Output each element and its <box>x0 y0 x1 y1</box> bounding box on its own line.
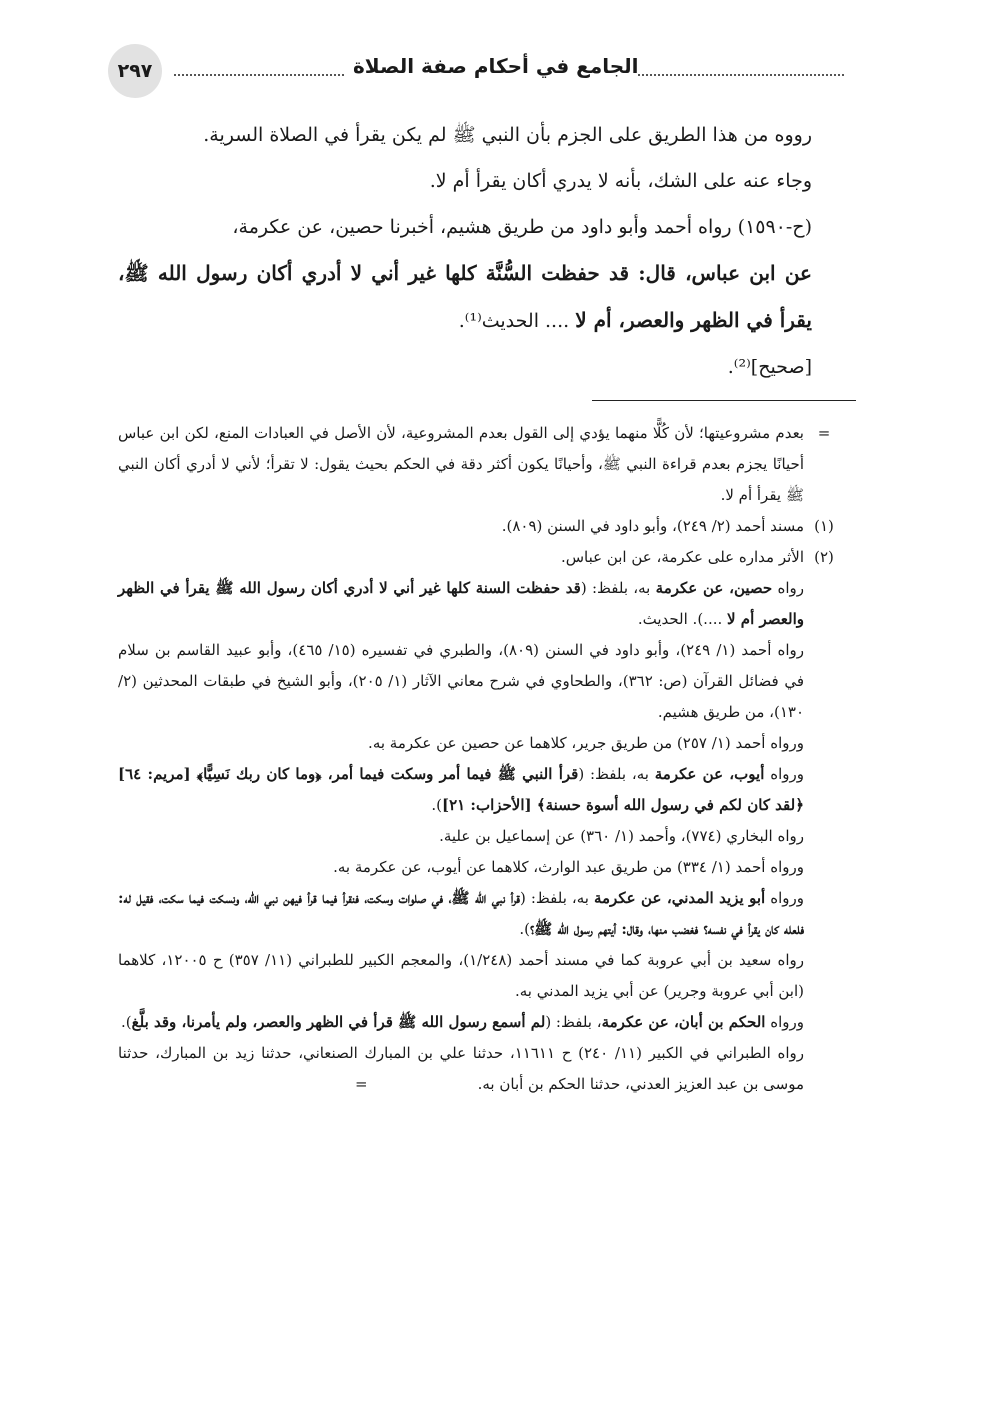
hadith-text-bold: عن ابن عباس، قال: قد حفظت السُّنَّة كلها غير أني لا أدري أكان رسول الله ﷺ، يقرأ في الظهر والعصر، أم لا <box>118 261 812 332</box>
hadith-grade: [صحيح]⁽²⁾. <box>727 356 812 378</box>
text: ....). الحديث. <box>637 610 728 628</box>
text: ). <box>121 1013 132 1031</box>
hadith-text-tail: .... الحديث⁽¹⁾. <box>458 310 576 332</box>
footnote-separator <box>592 400 856 401</box>
footnote-2-mark: (٢) <box>814 548 834 566</box>
page-number: ٢٩٧ <box>108 44 162 98</box>
header-dotted-rule-right <box>638 74 844 76</box>
footnotes <box>118 418 840 1100</box>
footnote-1 <box>118 511 840 542</box>
main-text <box>118 112 812 390</box>
quote: قرأ النبي ﷺ فيما أمر وسكت فيما أمر، ﴿وما كان ربك نَسِيًّا﴾ [مريم: ٦٤] ﴿لقد كان لكم في رسول الله أسوة حسنة﴾ [الأحزاب: ٢١] <box>118 765 804 814</box>
text: به، بلفظ: ( <box>580 579 656 597</box>
hadith-text <box>118 250 812 344</box>
footnote-line-2: رواه أحمد (١/ ٢٤٩)، وأبو داود في السنن (٨٠٩)، والطبري في تفسيره (١٥/ ٤٦٥)، وأبو عبيد القاسم بن سلام في فضائل القرآن (ص: ٣٦٢)، والطحاوي في شرح معاني الآثار (١/ ٢٠٥)، وأبو الشيخ في طبقات المحدثين (٢/ ١٣٠)، من طريق هشيم. <box>118 641 804 721</box>
main-paragraph-2: وجاء عنه على الشك، بأنه لا يدري أكان يقرأ أم لا. <box>429 170 812 192</box>
running-title: الجامع في أحكام صفة الصلاة <box>353 54 639 78</box>
text: ورواه <box>765 889 804 907</box>
continuation-mark-end: = <box>355 1075 368 1093</box>
text: ). <box>519 920 530 938</box>
footnote-line-3: ورواه أحمد (١/ ٢٥٧) من طريق جرير، كلاهما عن حصين عن عكرمة به. <box>368 734 804 752</box>
main-paragraph-1: رووه من هذا الطريق على الجزم بأن النبي ﷺ لم يكن يقرأ في الصلاة السرية. <box>203 124 812 146</box>
page-header <box>108 44 848 100</box>
narrator: الحكم بن أبان، عن عكرمة <box>601 1013 766 1031</box>
footnote-line-4 <box>118 759 840 821</box>
narrator: حصين، عن عكرمة <box>655 579 773 597</box>
quote: قد حفظت السنة كلها غير أني لا أدري أكان رسول الله ﷺ يقرأ في الظهر والعصر أم لا <box>118 579 804 628</box>
footnote-line-5: رواه البخاري (٧٧٤)، وأحمد (١/ ٣٦٠) عن إسماعيل بن علية. <box>439 827 804 845</box>
quote: لم أسمع رسول الله ﷺ قرأ في الظهر والعصر، ولم يأمرنا، وقد بلَّغ <box>131 1013 546 1031</box>
continuation-text: بعدم مشروعيتها؛ لأن كُلًّا منهما يؤدي إلى القول بعدم المشروعية، لأن الأصل في العبادات المنع، لكن ابن عباس أحيانًا يجزم بعدم قراءة النبي ﷺ، وأحيانًا يكون أكثر دقة في الحكم بحيث يقول: لا تقرأ؛ لأني لا أدري أكان النبي ﷺ يقرأ أم لا. <box>118 424 804 504</box>
footnote-continuation <box>118 418 840 511</box>
footnote-line-9 <box>118 1007 840 1038</box>
narrator: أبو يزيد المدني، عن عكرمة <box>593 889 766 907</box>
text: رواه <box>772 579 804 597</box>
text: ورواه <box>764 765 804 783</box>
footnote-line-7 <box>118 883 840 945</box>
text: ورواه <box>765 1013 804 1031</box>
text: به، بلفظ: ( <box>578 765 655 783</box>
header-dotted-rule-left <box>174 74 344 76</box>
narrator: أيوب، عن عكرمة <box>654 765 765 783</box>
text: به، بلفظ: ( <box>520 889 594 907</box>
footnote-1-text: مسند أحمد (٢/ ٢٤٩)، وأبو داود في السنن (٨٠٩). <box>501 517 804 535</box>
footnote-line-10 <box>118 1038 840 1100</box>
footnote-2 <box>118 542 840 573</box>
footnote-line-1 <box>118 573 840 635</box>
footnote-line-6: ورواه أحمد (١/ ٣٣٤) من طريق عبد الوارث، كلاهما عن أيوب، عن عكرمة به. <box>333 858 804 876</box>
continuation-mark: = <box>817 424 831 442</box>
footnote-line-8: رواه سعيد بن أبي عروبة كما في مسند أحمد (١/٢٤٨)، والمعجم الكبير للطبراني (١١/ ٣٥٧) ح ١٢٠٠٥، كلاهما (ابن أبي عروبة وجرير) عن أبي يزيد المدني به. <box>118 951 805 1000</box>
footnote-2-text: الأثر مداره على عكرمة، عن ابن عباس. <box>560 548 804 566</box>
footnote-1-mark: (١) <box>814 517 834 535</box>
quote: قرأ نبي الله ﷺ، في صلوات وسكت، فنقرأ فيما قرأ فيهن نبي الله، ونسكت فيما سكت، فقيل له: فلعله كان يقرأ في نفسه؟ فغضب منها، وقال: أيتهم رسول الله ﷺ؟ <box>118 889 804 938</box>
text: رواه الطبراني في الكبير (١١/ ٢٤٠) ح ١١٦١١، حدثنا علي بن المبارك الصنعاني، حدثنا زيد بن المبارك، حدثنا موسى بن عبد العزيز العدني، حدثنا الحكم بن أبان به. <box>118 1044 804 1093</box>
text: ، بلفظ: ( <box>545 1013 602 1031</box>
text: ). <box>431 796 442 814</box>
hadith-citation: (ح-١٥٩٠) رواه أحمد وأبو داود من طريق هشيم، أخبرنا حصين، عن عكرمة، <box>232 216 812 238</box>
